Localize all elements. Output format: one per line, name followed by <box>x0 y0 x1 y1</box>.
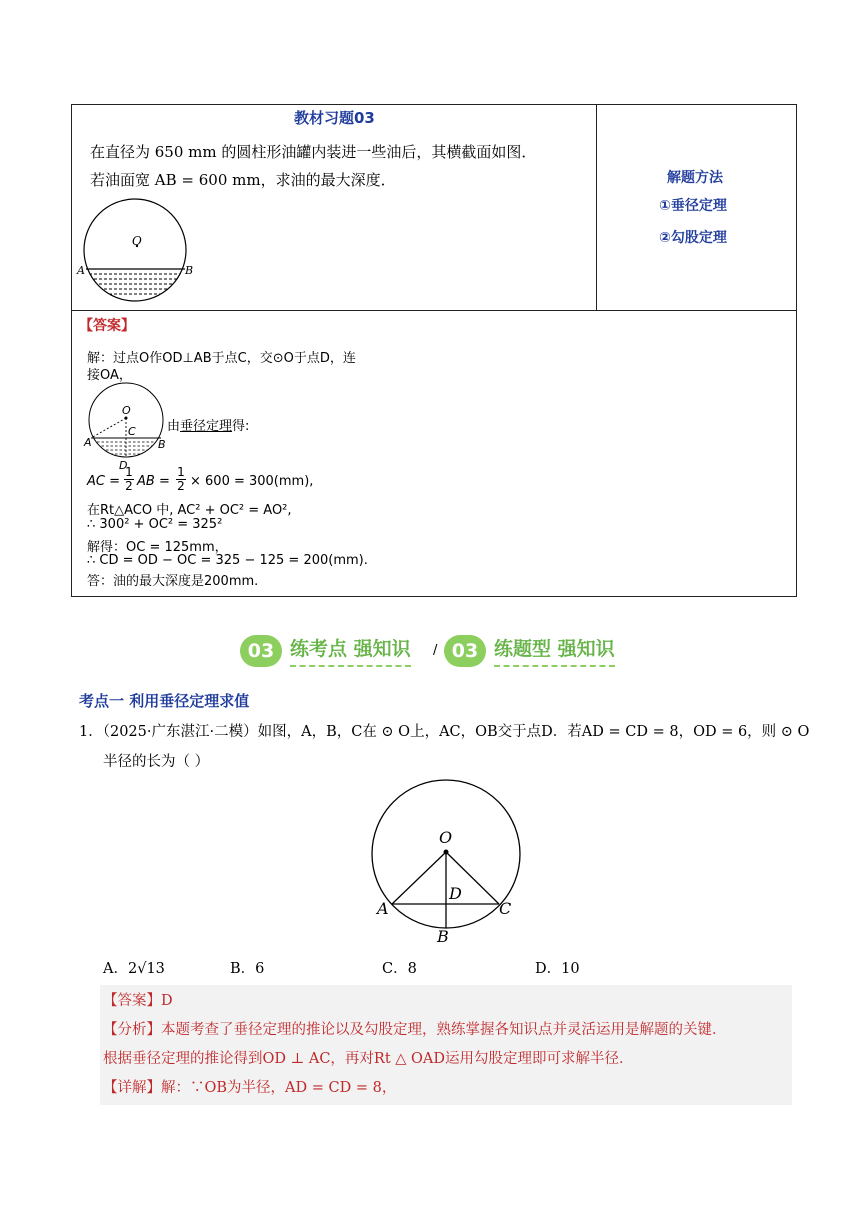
banner-text-1: 练考点 强知识 <box>290 634 411 667</box>
q-label-a: A <box>377 899 389 918</box>
fraction-2 <box>176 466 186 493</box>
option-c[interactable] <box>382 957 417 978</box>
ab-label: AB = <box>137 474 170 489</box>
fraction-1-numerator: 1 <box>125 465 133 479</box>
label-o: O <box>132 234 142 248</box>
banner-slash: / <box>433 643 438 658</box>
fig2-label-c: C <box>128 425 136 438</box>
answer-line-1: 【答案】D <box>103 993 173 1009</box>
banner-practice-types <box>444 634 615 667</box>
label-a: A <box>77 264 85 277</box>
box-divider-horizontal <box>71 310 797 311</box>
question-figure <box>360 775 530 947</box>
option-c-label: C． <box>382 961 408 977</box>
q-label-o: O <box>439 828 453 847</box>
banner-text-2: 练题型 强知识 <box>494 634 615 667</box>
question-line-1: 1．（2025·广东湛江·二模）如图，A，B，C在 ⊙ O上，AC，OB交于点D．若AD = CD = 8，OD = 6，则 ⊙ O <box>79 724 810 740</box>
solution-line-4: 在Rt△ACO 中, AC² + OC² = AO², <box>87 503 292 518</box>
option-d[interactable] <box>535 957 580 978</box>
fraction-1 <box>124 466 134 493</box>
fig2-label-b: B <box>158 438 166 451</box>
option-b-label: B． <box>230 961 256 977</box>
fig2-label-a: A <box>84 436 92 449</box>
oil-tank-figure <box>76 198 196 306</box>
answer-line-2: 【分析】本题考查了垂径定理的推论以及勾股定理，熟练掌握各知识点并灵活运用是解题的关键． <box>103 1022 727 1038</box>
banner-number-1: 03 <box>240 635 282 667</box>
method-item-1: ①垂径定理 <box>659 198 727 214</box>
theorem-prefix: 由 <box>167 419 181 434</box>
theorem-suffix: 得: <box>232 419 250 434</box>
label-b: B <box>185 264 194 277</box>
solution-line-6: 解得：OC = 125mm， <box>87 540 228 555</box>
banner-practice-points <box>240 634 411 667</box>
ac-label: AC = <box>87 474 120 489</box>
option-a-value: 2√13 <box>127 961 165 977</box>
fraction-2-numerator: 1 <box>177 465 185 479</box>
fig2-label-d: D <box>119 459 128 472</box>
method-title: 解题方法 <box>667 170 723 186</box>
banner-number-2: 03 <box>444 635 486 667</box>
option-d-value: 10 <box>561 961 580 977</box>
option-b[interactable] <box>230 957 264 978</box>
problem-line-2: 若油面宽 AB = 600 mm，求油的最大深度． <box>90 171 396 189</box>
box-divider-vertical <box>596 104 597 311</box>
solution-line-7: ∴ CD = OD − OC = 325 − 125 = 200(mm). <box>87 553 368 568</box>
solution-line-2: 接OA， <box>87 368 132 383</box>
answer-line-4: 【详解】解：∵OB为半径，AD = CD = 8， <box>103 1080 397 1096</box>
fig2-label-o: O <box>122 404 131 417</box>
q-label-c: C <box>499 899 512 918</box>
option-a-label: A． <box>103 961 128 977</box>
ac-result: × 600 = 300(mm), <box>190 474 314 489</box>
answer-tag: 【答案】 <box>79 318 135 334</box>
method-item-2: ②勾股定理 <box>659 230 727 246</box>
solution-line-8: 答：油的最大深度是200mm. <box>87 574 259 589</box>
solution-line-5: ∴ 300² + OC² = 325² <box>87 517 223 532</box>
solution-figure <box>82 380 172 472</box>
question-line-2: 半径的长为（ ） <box>103 754 210 770</box>
solution-line-1: 解：过点O作OD⊥AB于点C，交⊙O于点D，连 <box>87 351 356 366</box>
fraction-1-denominator: 2 <box>125 479 133 493</box>
section-heading: 考点一 利用垂径定理求值 <box>79 692 250 710</box>
answer-line-3: 根据垂径定理的推论得到OD ⊥ AC，再对Rt △ OAD运用勾股定理即可求解半径． <box>103 1051 634 1067</box>
option-c-value: 8 <box>407 961 417 977</box>
theorem-link[interactable]: 垂径定理 <box>180 419 233 434</box>
q-label-b: B <box>437 927 449 946</box>
exercise-title: 教材习题03 <box>294 109 375 127</box>
solution-theorem-line <box>167 415 249 434</box>
option-b-value: 6 <box>255 961 265 977</box>
option-a[interactable] <box>103 957 165 978</box>
q-label-d: D <box>449 884 462 903</box>
option-d-label: D． <box>535 961 562 977</box>
fraction-2-denominator: 2 <box>177 479 185 493</box>
problem-line-1: 在直径为 650 mm 的圆柱形油罐内装进一些油后，其横截面如图． <box>90 143 537 161</box>
